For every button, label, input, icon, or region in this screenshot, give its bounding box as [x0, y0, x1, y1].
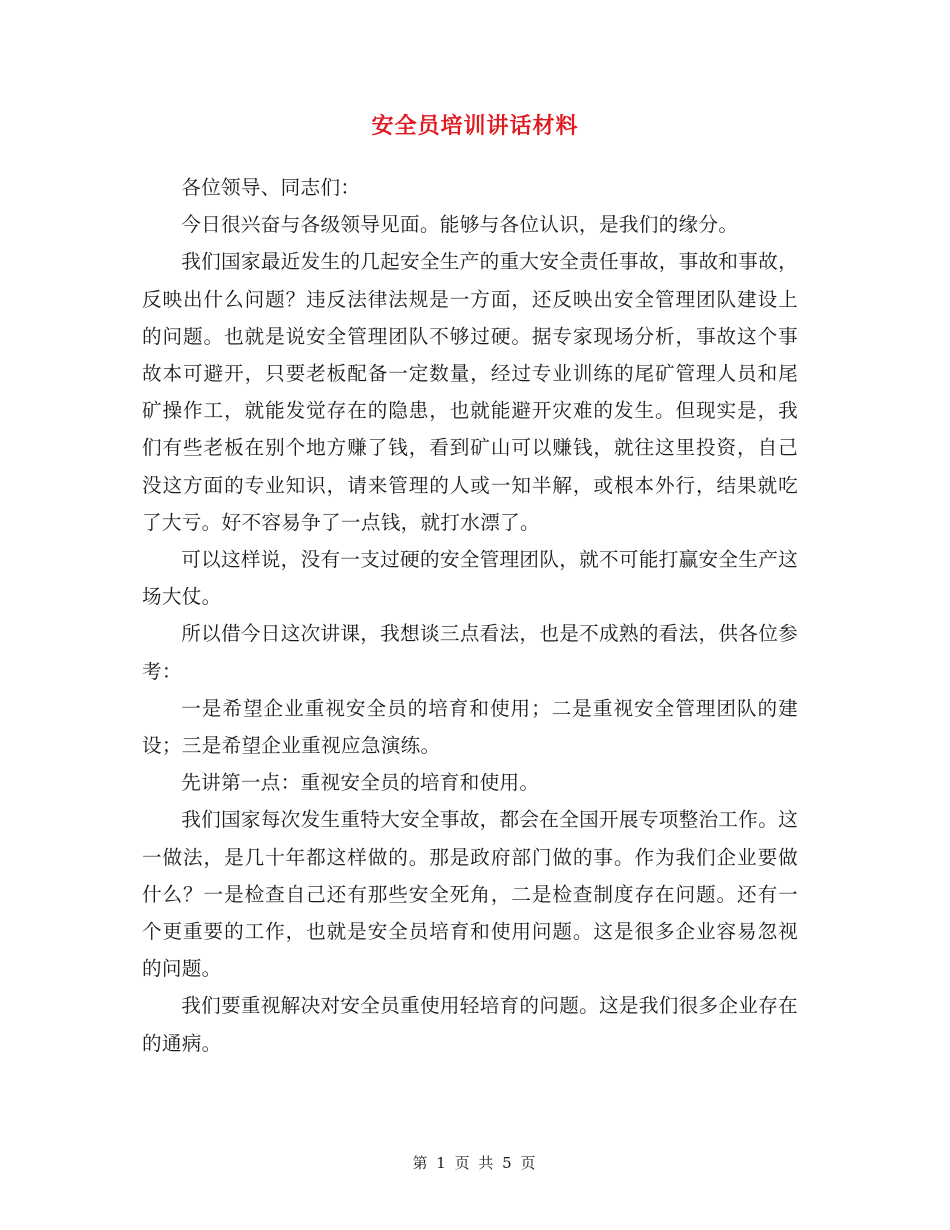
paragraph-accident-analysis: 我们国家最近发生的几起安全生产的重大安全责任事故，事故和事故，反映出什么问题？违反法律法规是一方面，还反映出安全管理团队建设上的问题。也就是说安全管理团队不够过硬。据专家现场分析，事故这个事故本可避开，只要老板配备一定数量，经过专业训练的尾矿管理人员和尾矿操作工，就能发觉存在的隐患，也就能避开灾难的发生。但现实是，我们有些老板在别个地方赚了钱，看到矿山可以赚钱，就往这里投资，自己没这方面的专业知识，请来管理的人或一知半解，或根本外行，结果就吃了大亏。好不容易争了一点钱，就打水漂了。: [142, 250, 798, 534]
paragraph-greeting: 各位领导、同志们：: [181, 176, 361, 199]
paragraph-three-points-intro: 所以借今日这次讲课，我想谈三点看法，也是不成熟的看法，供各位参考：: [142, 622, 798, 683]
paragraph-team-importance: 可以这样说，没有一支过硬的安全管理团队，就不可能打赢安全生产这场大仗。: [142, 548, 798, 609]
paragraph-first-point: 先讲第一点：重视安全员的培育和使用。: [181, 771, 540, 795]
document-body: [142, 169, 798, 1062]
page-number-footer: 第 1 页 共 5 页: [412, 1154, 538, 1172]
paragraph-common-problem: 我们要重视解决对安全员重使用轻培育的问题。这是我们很多企业存在的通病。: [142, 994, 798, 1055]
paragraph-opening: 今日很兴奋与各级领导见面。能够与各位认识，是我们的缘分。: [181, 213, 739, 237]
paragraph-three-points: 一是希望企业重视安全员的培育和使用；二是重视安全管理团队的建设；三是希望企业重视应急演练。: [142, 696, 798, 758]
paragraph-special-rectification: 我们国家每次发生重特大安全事故，都会在全国开展专项整治工作。这一做法，是几十年都这样做的。那是政府部门做的事。作为我们企业要做什么？一是检查自己还有那些安全死角，二是检查制度存在问题。还有一个更重要的工作，也就是安全员培育和使用问题。这是很多企业容易忽视的问题。: [142, 808, 798, 981]
document-title: 安全员培训讲话材料: [371, 114, 579, 139]
